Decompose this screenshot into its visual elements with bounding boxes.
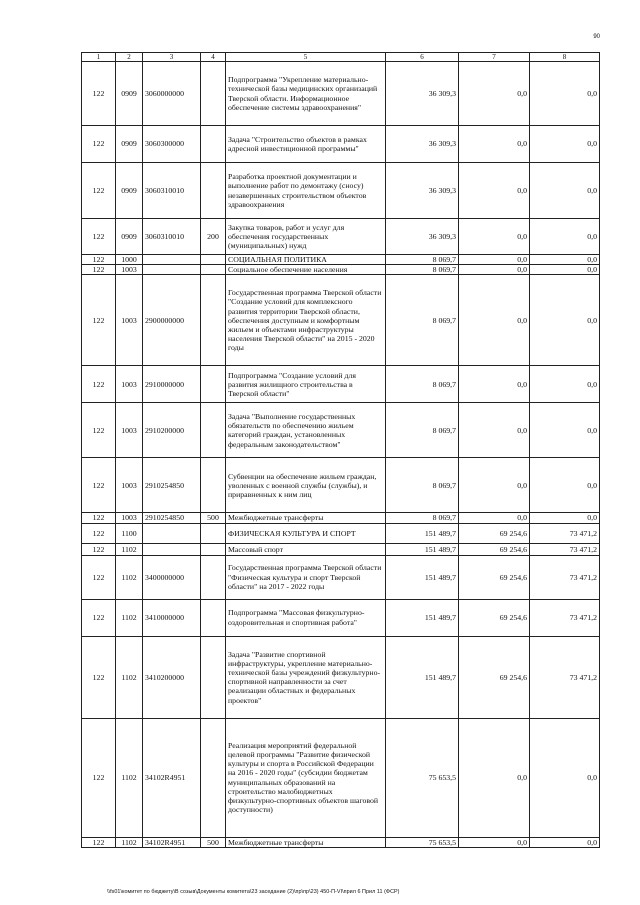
cell-target-article: 3060000000 [143,62,201,126]
cell-ministry: 122 [82,718,116,837]
cell-name: Задача "Строительство объектов в рамках адресной инвестиционной программы" [226,126,386,163]
cell-name: Разработка проектной документации и выполнение работ по демонтажу (сносу) незавершенных строительством объектов здравоохранения [226,163,386,219]
cell-target-article [143,543,201,555]
cell-ministry: 122 [82,555,116,599]
cell-amount-2: 0,0 [459,126,530,163]
cell-ministry: 122 [82,513,116,523]
cell-ministry: 122 [82,599,116,636]
cell-amount-2: 0,0 [459,458,530,513]
cell-section: 1000 [116,255,143,265]
cell-expense-type [201,636,226,718]
column-header: 2 [116,53,143,62]
cell-target-article: 3410000000 [143,599,201,636]
cell-expense-type: 500 [201,837,226,847]
cell-target-article: 2910254850 [143,513,201,523]
cell-amount-1: 36 309,3 [386,219,459,255]
cell-ministry: 122 [82,275,116,366]
cell-amount-2: 69 254,6 [459,599,530,636]
cell-ministry: 122 [82,126,116,163]
cell-amount-3: 0,0 [530,458,600,513]
cell-amount-3: 0,0 [530,255,600,265]
column-header: 7 [459,53,530,62]
cell-section: 1003 [116,275,143,366]
cell-amount-3: 0,0 [530,126,600,163]
cell-section: 1003 [116,513,143,523]
cell-amount-2: 0,0 [459,163,530,219]
cell-ministry: 122 [82,255,116,265]
cell-section: 1003 [116,366,143,403]
cell-amount-1: 75 653,5 [386,837,459,847]
cell-target-article: 3060300000 [143,126,201,163]
cell-name: Подпрограмма "Массовая физкультурно-оздоровительная и спортивная работа" [226,599,386,636]
cell-section: 0909 [116,126,143,163]
table-row [82,265,600,275]
cell-name: СОЦИАЛЬНАЯ ПОЛИТИКА [226,255,386,265]
cell-section: 0909 [116,62,143,126]
cell-name: ФИЗИЧЕСКАЯ КУЛЬТУРА И СПОРТ [226,523,386,543]
cell-section: 1003 [116,458,143,513]
cell-section: 1102 [116,599,143,636]
cell-amount-1: 151 489,7 [386,636,459,718]
table-row [82,458,600,513]
cell-section: 1003 [116,403,143,458]
cell-amount-3: 73 471,2 [530,555,600,599]
cell-name: Закупка товаров, работ и услуг для обеспечения государственных (муниципальных) нужд [226,219,386,255]
cell-section: 0909 [116,219,143,255]
cell-amount-2: 0,0 [459,837,530,847]
cell-target-article [143,523,201,543]
cell-name: Подпрограмма "Укрепление материально-технической базы медицинских организаций Тверской области. Информационное обеспечение системы здравоохранения" [226,62,386,126]
cell-amount-1: 151 489,7 [386,599,459,636]
cell-expense-type [201,403,226,458]
cell-expense-type [201,366,226,403]
cell-amount-3: 0,0 [530,163,600,219]
cell-ministry: 122 [82,837,116,847]
table-row [82,163,600,219]
cell-amount-1: 8 069,7 [386,366,459,403]
cell-name: Социальное обеспечение населения [226,265,386,275]
cell-amount-1: 151 489,7 [386,523,459,543]
cell-amount-3: 0,0 [530,62,600,126]
cell-section: 1102 [116,555,143,599]
cell-expense-type [201,126,226,163]
cell-target-article: 3060310010 [143,219,201,255]
cell-amount-3: 73 471,2 [530,599,600,636]
cell-name: Задача "Развитие спортивной инфраструктуры, укрепление материально-технической базы учреждений физкультурно-спортивной направленности за счет реализации областных и федеральных проектов" [226,636,386,718]
cell-amount-1: 75 653,5 [386,718,459,837]
table-row [82,718,600,837]
cell-target-article: 3400000000 [143,555,201,599]
cell-amount-2: 0,0 [459,219,530,255]
cell-name: Задача "Выполнение государственных обязательств по обеспечению жильем категорий граждан, установленных федеральным законодательством" [226,403,386,458]
cell-expense-type: 200 [201,219,226,255]
cell-ministry: 122 [82,219,116,255]
cell-target-article: 2900000000 [143,275,201,366]
cell-amount-2: 69 254,6 [459,523,530,543]
column-header: 1 [82,53,116,62]
cell-amount-1: 8 069,7 [386,275,459,366]
cell-section: 1102 [116,543,143,555]
cell-expense-type [201,255,226,265]
cell-amount-1: 8 069,7 [386,513,459,523]
cell-expense-type: 500 [201,513,226,523]
cell-expense-type [201,543,226,555]
cell-amount-3: 0,0 [530,513,600,523]
cell-name: Межбюджетные трансферты [226,513,386,523]
cell-amount-2: 0,0 [459,403,530,458]
column-header: 5 [226,53,386,62]
cell-ministry: 122 [82,62,116,126]
table-row [82,523,600,543]
cell-amount-3: 0,0 [530,718,600,837]
cell-target-article [143,255,201,265]
cell-target-article: 2910254850 [143,458,201,513]
column-header: 4 [201,53,226,62]
table-row [82,126,600,163]
cell-name: Реализация мероприятий федеральной целевой программы "Развитие физической культуры и спорта в Российской Федерации на 2016 - 2020 годы" (субсидии бюджетам муниципальных образований на строительство малобюджетных физкультурно-спортивных объектов шаговой доступности) [226,718,386,837]
cell-target-article: 2910000000 [143,366,201,403]
table-row [82,219,600,255]
cell-section: 1102 [116,837,143,847]
cell-ministry: 122 [82,543,116,555]
table-row [82,543,600,555]
cell-amount-3: 73 471,2 [530,543,600,555]
cell-expense-type [201,523,226,543]
cell-amount-2: 0,0 [459,265,530,275]
cell-amount-2: 0,0 [459,718,530,837]
table-row [82,555,600,599]
cell-expense-type [201,599,226,636]
cell-name: Межбюджетные трансферты [226,837,386,847]
cell-expense-type [201,718,226,837]
cell-amount-1: 36 309,3 [386,62,459,126]
cell-amount-3: 0,0 [530,366,600,403]
table-row [82,366,600,403]
cell-expense-type [201,163,226,219]
cell-amount-1: 8 069,7 [386,255,459,265]
cell-amount-3: 0,0 [530,275,600,366]
table-row [82,255,600,265]
cell-target-article [143,265,201,275]
cell-expense-type [201,275,226,366]
cell-amount-3: 0,0 [530,403,600,458]
cell-amount-1: 151 489,7 [386,543,459,555]
table-row [82,599,600,636]
cell-section: 1100 [116,523,143,543]
cell-name: Подпрограмма "Создание условий для развития жилищного строительства в Тверской области" [226,366,386,403]
cell-expense-type [201,265,226,275]
cell-amount-2: 69 254,6 [459,543,530,555]
cell-amount-3: 0,0 [530,837,600,847]
cell-amount-1: 8 069,7 [386,403,459,458]
cell-expense-type [201,458,226,513]
table-row [82,403,600,458]
cell-amount-2: 0,0 [459,62,530,126]
cell-amount-1: 36 309,3 [386,126,459,163]
cell-amount-3: 73 471,2 [530,523,600,543]
cell-amount-2: 0,0 [459,275,530,366]
cell-amount-1: 8 069,7 [386,458,459,513]
cell-ministry: 122 [82,636,116,718]
table-row [82,636,600,718]
cell-section: 1102 [116,636,143,718]
column-header: 8 [530,53,600,62]
page-number: 90 [593,34,600,40]
cell-ministry: 122 [82,458,116,513]
cell-target-article: 3060310010 [143,163,201,219]
cell-amount-3: 0,0 [530,219,600,255]
cell-target-article: 2910200000 [143,403,201,458]
cell-name: Государственная программа Тверской области "Физическая культура и спорт Тверской области" на 2017 - 2022 годы [226,555,386,599]
cell-expense-type [201,62,226,126]
cell-ministry: 122 [82,523,116,543]
cell-name: Массовый спорт [226,543,386,555]
cell-ministry: 122 [82,163,116,219]
cell-target-article: 34102R4951 [143,718,201,837]
cell-amount-1: 8 069,7 [386,265,459,275]
cell-expense-type [201,555,226,599]
cell-name: Государственная программа Тверской области "Создание условий для комплексного развития территории Тверской области, обеспечения доступным и комфортным жильем и объектами инфраструктуры населения Тверской области" на 2015 - 2020 годы [226,275,386,366]
column-header: 6 [386,53,459,62]
cell-amount-1: 36 309,3 [386,163,459,219]
cell-target-article: 34102R4951 [143,837,201,847]
column-header: 3 [143,53,201,62]
table-row [82,275,600,366]
cell-amount-2: 0,0 [459,366,530,403]
cell-amount-3: 0,0 [530,265,600,275]
cell-ministry: 122 [82,366,116,403]
cell-target-article: 3410200000 [143,636,201,718]
table-header-row [82,53,600,62]
cell-amount-2: 69 254,6 [459,555,530,599]
cell-ministry: 122 [82,403,116,458]
cell-section: 1102 [116,718,143,837]
table-row [82,837,600,847]
cell-amount-2: 69 254,6 [459,636,530,718]
footer-file-path: \\fs01\комитет по бюджету\В созыв\Документы комитета\23 заседание (2)\пр\пр\23) 450-П-VI\прил 6 Прил 11 (ФСР) [107,889,400,895]
cell-amount-3: 73 471,2 [530,636,600,718]
cell-name: Субвенции на обеспечение жильем граждан, уволенных с военной службы (службы), и приравненных к ним лиц [226,458,386,513]
budget-table [81,52,600,848]
cell-section: 1003 [116,265,143,275]
table-row [82,62,600,126]
table-row [82,513,600,523]
cell-amount-1: 151 489,7 [386,555,459,599]
cell-amount-2: 0,0 [459,513,530,523]
cell-ministry: 122 [82,265,116,275]
cell-section: 0909 [116,163,143,219]
cell-amount-2: 0,0 [459,255,530,265]
